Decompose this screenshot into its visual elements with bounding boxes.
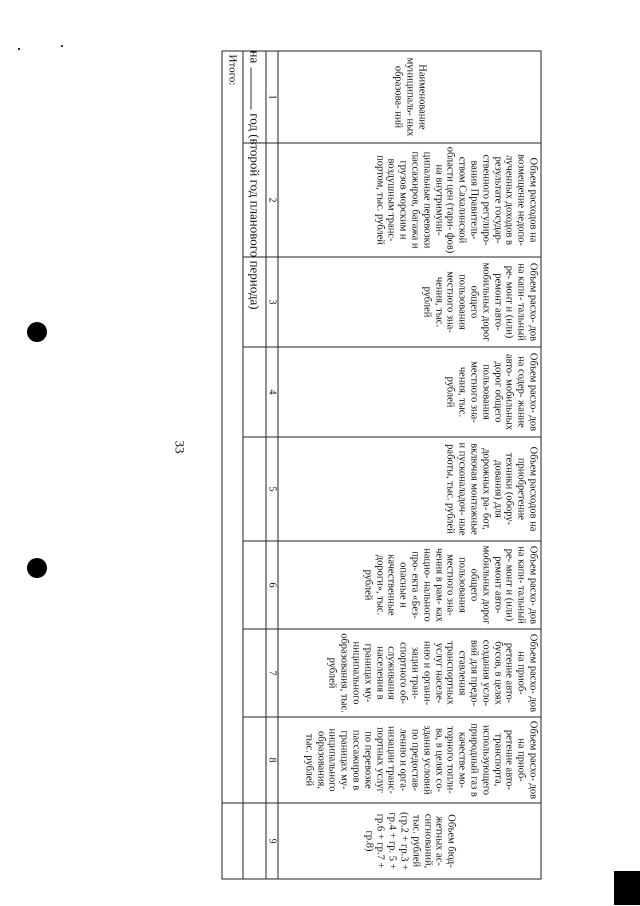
empty-cell [243,437,266,541]
footer-prefix: на [247,50,263,64]
header-cell-col2 [278,143,541,257]
scan-corner-mark [614,871,640,905]
header-cell-total-col [278,803,541,879]
header-text: Объем расхо- дов на содер- жание авто- мобильных дорог общего пользования местного зна- чения, тыс. рублей [444,352,539,432]
column-number: 5 [266,437,278,541]
total-row [222,51,243,879]
column-number: 2 [266,143,278,257]
page-number: 33 [172,440,188,454]
header-cell-col4 [278,347,541,437]
header-cell-col3 [278,257,541,347]
column-number: 1 [266,51,278,143]
binder-hole-mark [27,558,47,578]
scan-speck [18,48,20,50]
header-text: Объем расхо- дов на капи- тальный ре- монт и (или) ремонт авто- мобильных дорог общего пользования местного зна- чения в рам- ках нацио- нального про- екта «Без- опасные и качественные дороги», тыс. рублей [362,545,539,625]
header-cell-col5 [278,437,541,541]
empty-cell [243,347,266,437]
empty-cell [243,803,266,879]
empty-cell [243,541,266,629]
empty-cell [243,629,266,717]
header-cell-col8 [278,717,541,803]
footer-period-line [247,51,263,310]
header-text: Объем расхо- дов на приоб- ретение авто- транспорта, использующего природный газ в качестве мо- торного топли- ва, в целях со- здания условий по предостав- лению и орга- низации транс- портных услуг по перевозке пассажиров в границах му- ниципального образования, тыс. рублей [303,720,539,800]
total-label-cell: Итого: [222,51,243,803]
header-row [278,51,541,879]
footer-suffix: год (второй год планового периода) [247,113,263,310]
header-text: Наименование муниципаль- ных образова- ний [392,57,428,137]
header-text: Объем расходов на приобретение техники (обору- дования) для дорожных ра- бот, включая монтажные и пусконаладоч- ные работы, тыс. рублей [444,442,539,536]
header-cell-col7 [278,629,541,717]
header-text: Объем бюд- жетных ас- сигнований, тыс. рублей (гр.2 + гр.3 + гр.4 + гр. 5 + гр.6 + гр.7 + гр.8) [363,811,457,871]
binder-hole-mark [27,322,47,342]
header-cell-col6 [278,541,541,629]
column-number: 7 [266,629,278,717]
fill-in-blank [251,67,262,109]
header-text: Объем расхо- дов на приоб- ретение авто- бусов, в целях создания усло- вий для предо- ставления транспортных услуг населе- нию и органи- зации тран- спортного об- служивания населения в границах му- ниципального образования, тыс. рублей [326,633,539,713]
column-number: 4 [266,347,278,437]
column-number: 6 [266,541,278,629]
column-number: 3 [266,257,278,347]
scan-speck [61,45,63,47]
total-value-cell [222,803,243,879]
column-number: 9 [266,803,278,879]
rotated-page [0,1,640,906]
budget-allocation-table [222,51,542,880]
header-cell-municipality [278,51,541,143]
header-text: Объем расходов на возмещение недопо- лученных доходов в результате государ- ственного регулиро- вания Правитель- ством Сахалинской области цен (тари- фов) на внутримуни- ципальные перевозки пассажиров, багажа и грузов морским и воздушным транс- портом, тыс. рублей [374,146,539,254]
empty-cell [243,717,266,803]
column-number-row [266,51,278,879]
column-number: 8 [266,717,278,803]
header-text: Объем расхо- дов на капи- тальный ре- монт и (или) ремонт авто- мобильных дорог общего пользования местного зна- чения, тыс. рублей [421,262,539,342]
